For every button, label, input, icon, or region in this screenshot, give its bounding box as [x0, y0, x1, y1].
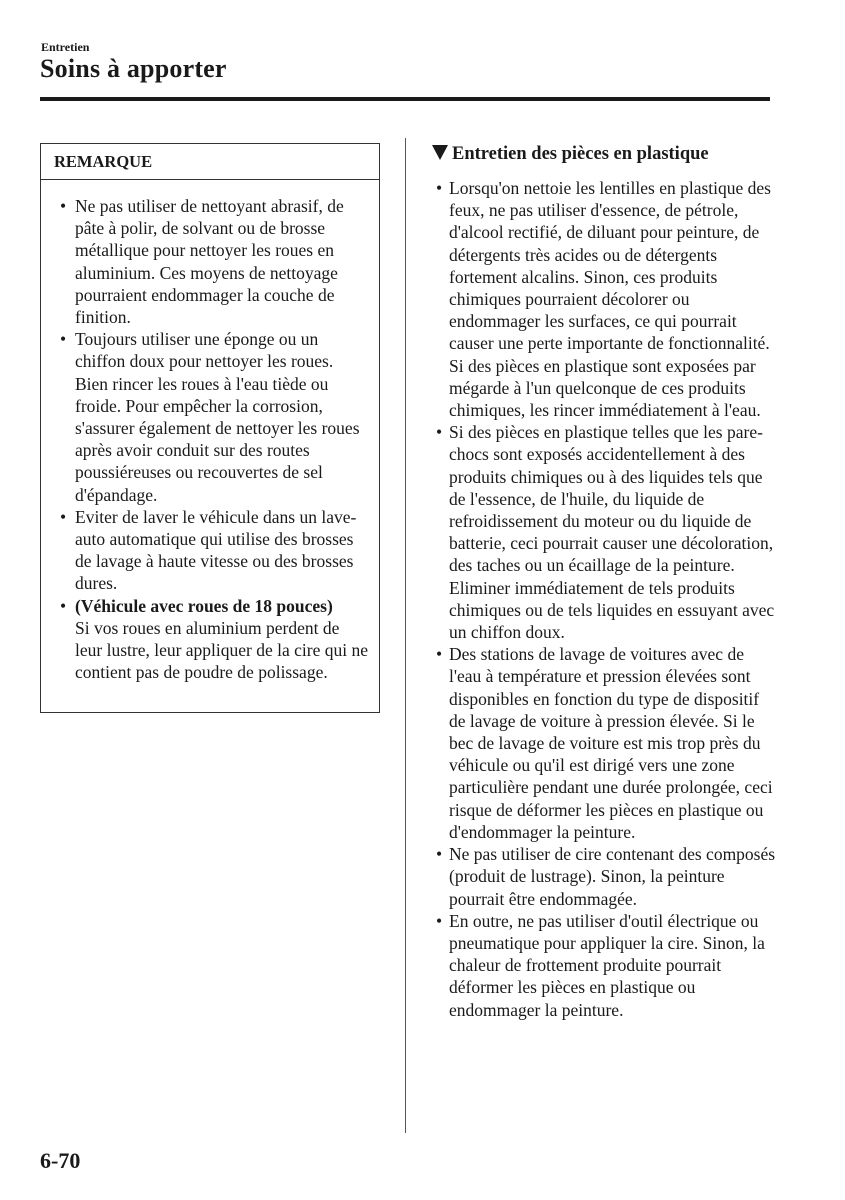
- note-item-lead: (Véhicule avec roues de 18 pouces): [75, 595, 333, 616]
- bullet-icon: •: [436, 910, 443, 931]
- column-divider: [405, 138, 406, 1133]
- plastic-care-item-text: Ne pas utiliser de cire contenant des composés (produit de lustrage). Sinon, la peinture pourrait être endommagée.: [449, 844, 776, 909]
- bullet-icon: •: [60, 329, 67, 350]
- note-item: [60, 328, 369, 506]
- triangle-down-icon: [432, 145, 448, 160]
- note-item-text: Ne pas utiliser de nettoyant abrasif, de pâte à polir, de solvant ou de brosse métallique pour nettoyer les roues en aluminium. Ces moyens de nettoyage pourraient endommager la couche de finition.: [75, 196, 344, 328]
- note-item: [60, 195, 369, 328]
- bullet-icon: •: [436, 178, 443, 198]
- page-title: Soins à apporter: [40, 54, 227, 83]
- note-item-text: Toujours utiliser une éponge ou un chiffon doux pour nettoyer les roues. Bien rincer les roues à l'eau tiède ou froide. Pour empêcher la corrosion, s'assurer également de nettoyer les roues après avoir conduit sur des routes poussiéreuses ou recouvertes de sel d'épandage.: [75, 329, 360, 505]
- bullet-icon: •: [60, 506, 67, 527]
- note-item: [60, 595, 369, 684]
- plastic-care-item-text: Si des pièces en plastique telles que les pare-chocs sont exposés accidentellement à des produits chimiques ou à des liquides tels que de l'essence, de l'huile, du liquide de refroidissement du moteur ou du liquide de batterie, ceci pourrait causer une décoloration, des taches ou un écaillage de la peinture. Eliminer immédiatement de tels produits chimiques ou de tels liquides en essuyant avec un chiffon doux.: [449, 422, 775, 643]
- bullet-icon: •: [436, 422, 443, 443]
- title-rule: [40, 97, 770, 101]
- bullet-icon: •: [60, 595, 67, 616]
- plastic-care-item: [436, 843, 777, 910]
- plastic-care-item: [436, 421, 777, 643]
- note-item: [60, 506, 369, 595]
- bullet-icon: •: [436, 644, 443, 665]
- remarque-note-box: [40, 143, 380, 713]
- page-number: 6-70: [40, 1148, 81, 1173]
- plastic-care-item-text: Des stations de lavage de voitures avec de l'eau à température et pression élevées sont disponibles en fonction du type de dispositif de lavage de voiture à pression élevée. Si le bec de lavage de voiture est mis trop près du véhicule ou qu'il est dirigé vers une zone particulière pendant une durée prolongée, ceci risque de déformer les pièces en plastique ou d'endommager la peinture.: [449, 644, 773, 842]
- bullet-icon: •: [60, 196, 67, 216]
- plastic-care-item-text: Lorsqu'on nettoie les lentilles en plastique des feux, ne pas utiliser d'essence, de pétrole, d'alcool rectifié, de diluant pour peinture, de détergents très acides ou de détergents fortement alcalins. Sinon, ces produits chimiques pourraient décolorer ou endommager les surfaces, ce qui pourrait causer une perte importante de fonctionnalité. Si des pièces en plastique sont exposées par mégarde à l'un quelconque de ces produits chimiques, les rincer immédiatement à l'eau.: [449, 178, 771, 421]
- plastic-care-heading: [432, 142, 777, 166]
- plastic-care-item-text: En outre, ne pas utiliser d'outil électrique ou pneumatique pour appliquer la cire. Sinon, la chaleur de frottement produite pourrait déformer les pièces en plastique ou endommager la peinture.: [449, 910, 765, 1020]
- plastic-care-item: [436, 177, 777, 421]
- plastic-care-section: [432, 142, 777, 1021]
- plastic-care-list: [432, 177, 777, 1021]
- plastic-care-item: [436, 643, 777, 843]
- note-heading: REMARQUE: [41, 144, 379, 180]
- note-item-text: Eviter de laver le véhicule dans un lave-auto automatique qui utilise des brosses de lavage à haute vitesse ou des brosses dures.: [75, 506, 357, 594]
- note-item-text: Si vos roues en aluminium perdent de leur lustre, leur appliquer de la cire qui ne contient pas de poudre de polissage.: [75, 617, 369, 683]
- plastic-care-heading-text: Entretien des pièces en plastique: [452, 144, 709, 164]
- note-list: [41, 180, 379, 683]
- plastic-care-item: [436, 910, 777, 1021]
- bullet-icon: •: [436, 844, 443, 865]
- section-label: Entretien: [41, 40, 90, 54]
